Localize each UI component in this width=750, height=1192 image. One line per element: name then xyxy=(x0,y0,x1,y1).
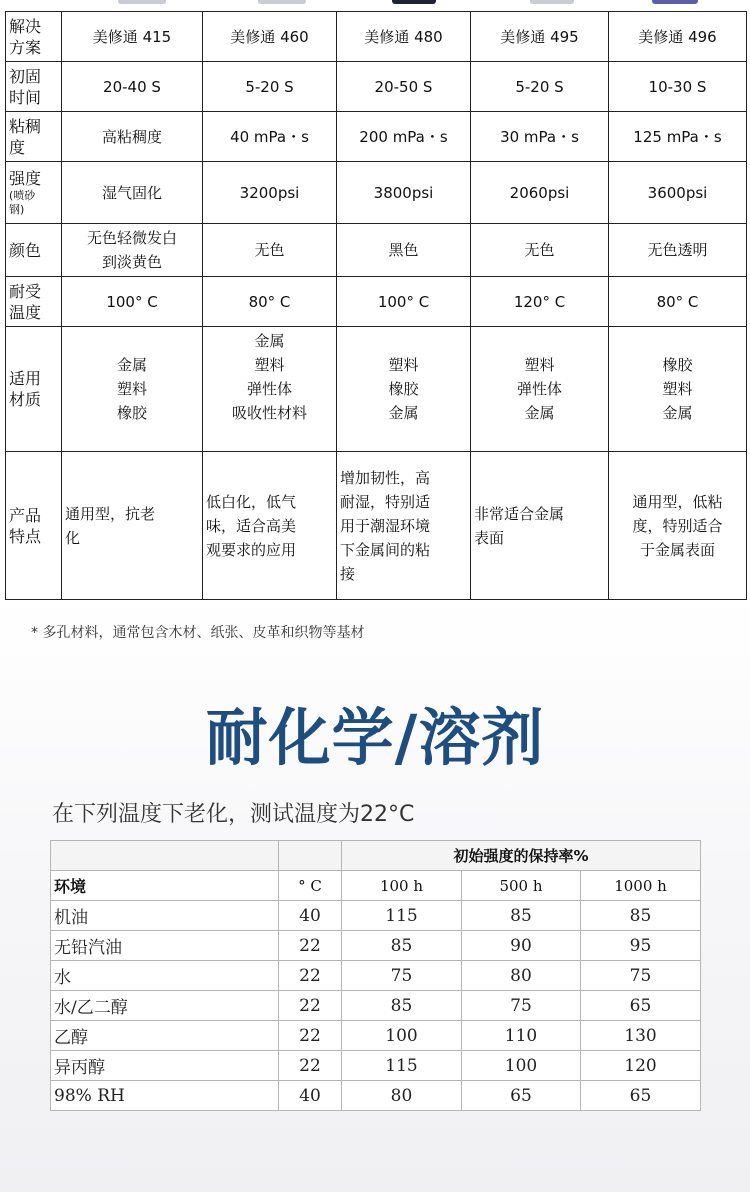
spec-cell: 无色 xyxy=(471,224,609,277)
chem-column-header-row xyxy=(51,871,701,901)
value-cell: 65 xyxy=(581,991,701,1021)
spec-cell: 3200psi xyxy=(203,162,337,224)
spec-cell: 低白化，低气 味，适合高美 观要求的应用 xyxy=(203,452,337,600)
spec-cell: 金属 塑料 弹性体 吸收性材料 xyxy=(203,327,337,452)
column-header-temp: ° C xyxy=(279,871,342,901)
spec-cell: 30 mPa・s xyxy=(471,112,609,162)
spec-cell: 40 mPa・s xyxy=(203,112,337,162)
column-header-environment: 环境 xyxy=(51,871,279,901)
temp-cell: 22 xyxy=(279,1051,342,1081)
spec-cell: 通用型，低粘 度，特别适合 于金属表面 xyxy=(609,452,747,600)
env-cell: 水/乙二醇 xyxy=(51,991,279,1021)
retention-group-header: 初始强度的保持率% xyxy=(342,841,701,871)
table-row xyxy=(51,931,701,961)
env-cell: 乙醇 xyxy=(51,1021,279,1051)
value-cell: 95 xyxy=(581,931,701,961)
product-name: 美修通 495 xyxy=(471,12,609,62)
row-label: 颜色 xyxy=(6,224,62,277)
value-cell: 65 xyxy=(462,1081,581,1111)
spec-row-temperature xyxy=(6,277,747,327)
spec-cell: 5-20 S xyxy=(203,62,337,112)
section-title: 耐化学/溶剂 xyxy=(205,701,545,774)
chemical-resistance-table xyxy=(50,840,701,1111)
table-row xyxy=(51,1021,701,1051)
aging-subtitle: 在下列温度下老化，测试温度为22°C xyxy=(52,802,415,827)
row-label: 耐受 温度 xyxy=(6,277,62,327)
spec-cell: 黑色 xyxy=(337,224,471,277)
value-cell: 85 xyxy=(342,991,462,1021)
spec-row-cure-time xyxy=(6,62,747,112)
row-label: 强度 xyxy=(9,169,42,188)
header-blank xyxy=(51,841,279,871)
value-cell: 75 xyxy=(581,961,701,991)
table-row xyxy=(51,991,701,1021)
env-cell: 无铅汽油 xyxy=(51,931,279,961)
spec-cell: 100° C xyxy=(337,277,471,327)
row-label: 初固 时间 xyxy=(6,62,62,112)
row-label: 适用 材质 xyxy=(6,327,62,452)
value-cell: 100 xyxy=(462,1051,581,1081)
table-row xyxy=(51,1081,701,1111)
value-cell: 75 xyxy=(462,991,581,1021)
product-name: 美修通 415 xyxy=(62,12,203,62)
spec-header-row xyxy=(6,12,747,62)
temp-cell: 22 xyxy=(279,991,342,1021)
spec-cell: 通用型，抗老 化 xyxy=(62,452,203,600)
env-cell: 水 xyxy=(51,961,279,991)
spec-cell: 无色轻微发白 到淡黄色 xyxy=(62,224,203,277)
column-header-100h: 100 h xyxy=(342,871,462,901)
table-row xyxy=(51,1051,701,1081)
spec-cell: 200 mPa・s xyxy=(337,112,471,162)
value-cell: 80 xyxy=(342,1081,462,1111)
temp-cell: 40 xyxy=(279,1081,342,1111)
value-cell: 115 xyxy=(342,1051,462,1081)
spec-cell: 3600psi xyxy=(609,162,747,224)
spec-cell: 10-30 S xyxy=(609,62,747,112)
chem-group-header-row xyxy=(51,841,701,871)
spec-cell: 20-40 S xyxy=(62,62,203,112)
table-row xyxy=(51,901,701,931)
temp-cell: 22 xyxy=(279,1021,342,1051)
temp-cell: 22 xyxy=(279,961,342,991)
value-cell: 90 xyxy=(462,931,581,961)
row-label: 粘稠 度 xyxy=(6,112,62,162)
row-label-strength xyxy=(6,162,62,224)
spec-cell: 金属 塑料 橡胶 xyxy=(62,327,203,452)
spec-row-viscosity xyxy=(6,112,747,162)
spec-cell: 橡胶 塑料 金属 xyxy=(609,327,747,452)
spec-row-materials xyxy=(6,327,747,452)
spec-cell: 120° C xyxy=(471,277,609,327)
spec-cell: 80° C xyxy=(609,277,747,327)
value-cell: 80 xyxy=(462,961,581,991)
spec-cell: 20-50 S xyxy=(337,62,471,112)
product-name: 美修通 460 xyxy=(203,12,337,62)
product-name: 美修通 480 xyxy=(337,12,471,62)
spec-cell: 湿气固化 xyxy=(62,162,203,224)
row-label: 产品 特点 xyxy=(6,452,62,600)
value-cell: 65 xyxy=(581,1081,701,1111)
footnote: * 多孔材料，通常包含木材、纸张、皮革和织物等基材 xyxy=(31,625,365,641)
env-cell: 98% RH xyxy=(51,1081,279,1111)
spec-cell: 5-20 S xyxy=(471,62,609,112)
product-name: 美修通 496 xyxy=(609,12,747,62)
value-cell: 120 xyxy=(581,1051,701,1081)
value-cell: 85 xyxy=(342,931,462,961)
spec-cell: 无色透明 xyxy=(609,224,747,277)
value-cell: 110 xyxy=(462,1021,581,1051)
spec-cell: 非常适合金属 表面 xyxy=(471,452,609,600)
value-cell: 85 xyxy=(581,901,701,931)
spec-row-strength xyxy=(6,162,747,224)
env-cell: 异丙醇 xyxy=(51,1051,279,1081)
spec-cell: 125 mPa・s xyxy=(609,112,747,162)
column-header-500h: 500 h xyxy=(462,871,581,901)
product-spec-table xyxy=(5,11,747,600)
spec-cell: 高粘稠度 xyxy=(62,112,203,162)
temp-cell: 40 xyxy=(279,901,342,931)
spec-cell: 增加韧性，高 耐湿，特别适 用于潮湿环境 下金属间的粘 接 xyxy=(337,452,471,600)
spec-cell: 100° C xyxy=(62,277,203,327)
spec-cell: 塑料 弹性体 金属 xyxy=(471,327,609,452)
spec-cell: 2060psi xyxy=(471,162,609,224)
spec-cell: 80° C xyxy=(203,277,337,327)
spec-cell: 3800psi xyxy=(337,162,471,224)
header-blank xyxy=(279,841,342,871)
column-header-1000h: 1000 h xyxy=(581,871,701,901)
header-label: 解决 方案 xyxy=(6,12,62,62)
spec-cell: 塑料 橡胶 金属 xyxy=(337,327,471,452)
table-row xyxy=(51,961,701,991)
temp-cell: 22 xyxy=(279,931,342,961)
value-cell: 115 xyxy=(342,901,462,931)
row-sublabel: (喷砂 钢) xyxy=(9,189,36,216)
spec-cell: 无色 xyxy=(203,224,337,277)
spec-row-features xyxy=(6,452,747,600)
value-cell: 85 xyxy=(462,901,581,931)
value-cell: 75 xyxy=(342,961,462,991)
top-color-strip xyxy=(0,0,750,6)
value-cell: 100 xyxy=(342,1021,462,1051)
env-cell: 机油 xyxy=(51,901,279,931)
spec-row-color xyxy=(6,224,747,277)
value-cell: 130 xyxy=(581,1021,701,1051)
